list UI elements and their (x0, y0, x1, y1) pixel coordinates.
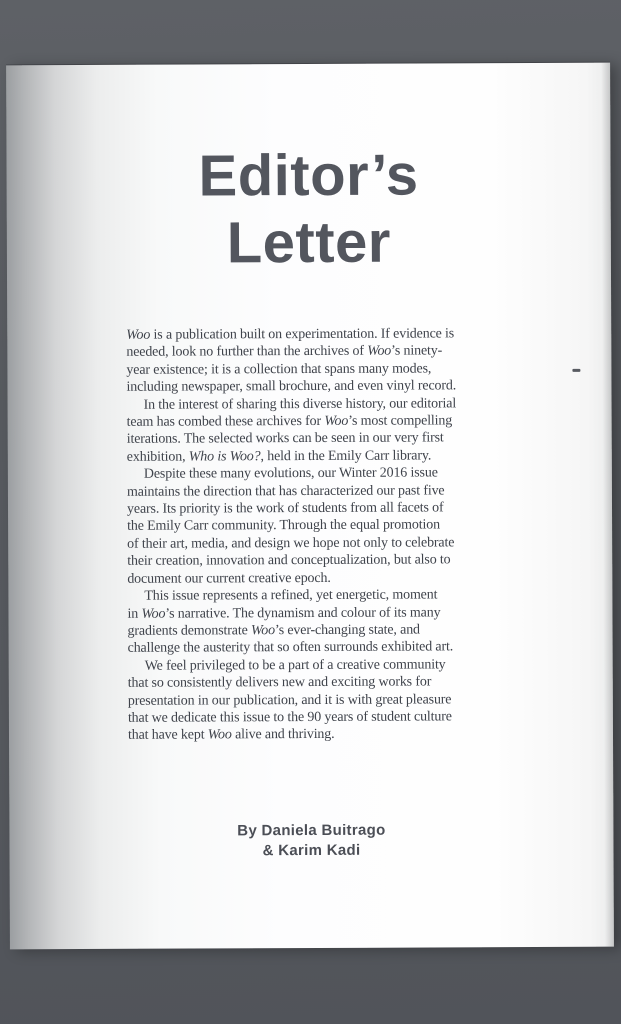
paragraph (126, 325, 522, 396)
paragraph (127, 586, 523, 657)
text-line: of their art, media, and design we hope not only to celebrate (127, 535, 455, 552)
text-line: We feel privileged to be a part of a creative community (144, 657, 446, 674)
paragraph (127, 395, 523, 466)
text-line: that have kept Woo alive and thriving. (127, 727, 335, 744)
editors-letter-body (126, 325, 524, 744)
magazine-page (6, 63, 614, 950)
paragraph (128, 656, 524, 745)
text-line: the Emily Carr community. Through the equal promotion (127, 517, 440, 535)
text-line: that so consistently delivers new and exciting works for (127, 674, 432, 691)
text-line: Woo is a publication built on experimentation. If evidence is (126, 326, 455, 343)
text-line: presentation in our publication, and it is with great pleasure (127, 691, 452, 709)
text-line: This issue represents a refined, yet energetic, moment (144, 587, 438, 604)
byline-line-1: By Daniela Buitrago (237, 821, 386, 840)
text-line: In the interest of sharing this diverse history, our editorial (143, 395, 457, 413)
text-line: team has combed these archives for Woo’s most compelling (126, 413, 453, 430)
text-line: gradients demonstrate Woo’s ever-changing state, and (127, 622, 420, 639)
byline-line-2: & Karim Kadi (262, 841, 361, 860)
text-line: iterations. The selected works can be seen in our very first (126, 430, 444, 448)
text-line: maintains the direction that has characterized our past five (126, 483, 445, 500)
scan-artifact-dash (572, 369, 580, 372)
text-line: in Woo’s narrative. The dynamism and colour of its many (127, 604, 441, 622)
page-right-edge-shadow (601, 63, 614, 947)
text-line: including newspaper, small brochure, and even vinyl record. (126, 378, 457, 396)
text-line: document our current creative epoch. (127, 570, 331, 587)
byline (9, 820, 613, 863)
text-line: that we dedicate this issue to the 90 years of student culture (127, 709, 452, 726)
page-title-line-2: Letter (226, 209, 392, 276)
paragraph (127, 464, 524, 588)
text-line: challenge the austerity that so often surrounds exhibited art. (127, 639, 454, 657)
page-title (6, 63, 611, 278)
text-line: year existence; it is a collection that spans many modes, (126, 361, 432, 378)
text-line: Despite these many evolutions, our Winter 2016 issue (143, 465, 438, 482)
page-title-line-1: Editor’s (198, 142, 419, 209)
text-line: needed, look no further than the archives of Woo’s ninety- (126, 343, 443, 361)
text-line: their creation, innovation and conceptualization, but also to (127, 552, 451, 570)
text-line: years. Its priority is the work of students from all facets of (126, 500, 444, 517)
text-line: exhibition, Who is Woo?, held in the Emily Carr library. (126, 448, 432, 465)
